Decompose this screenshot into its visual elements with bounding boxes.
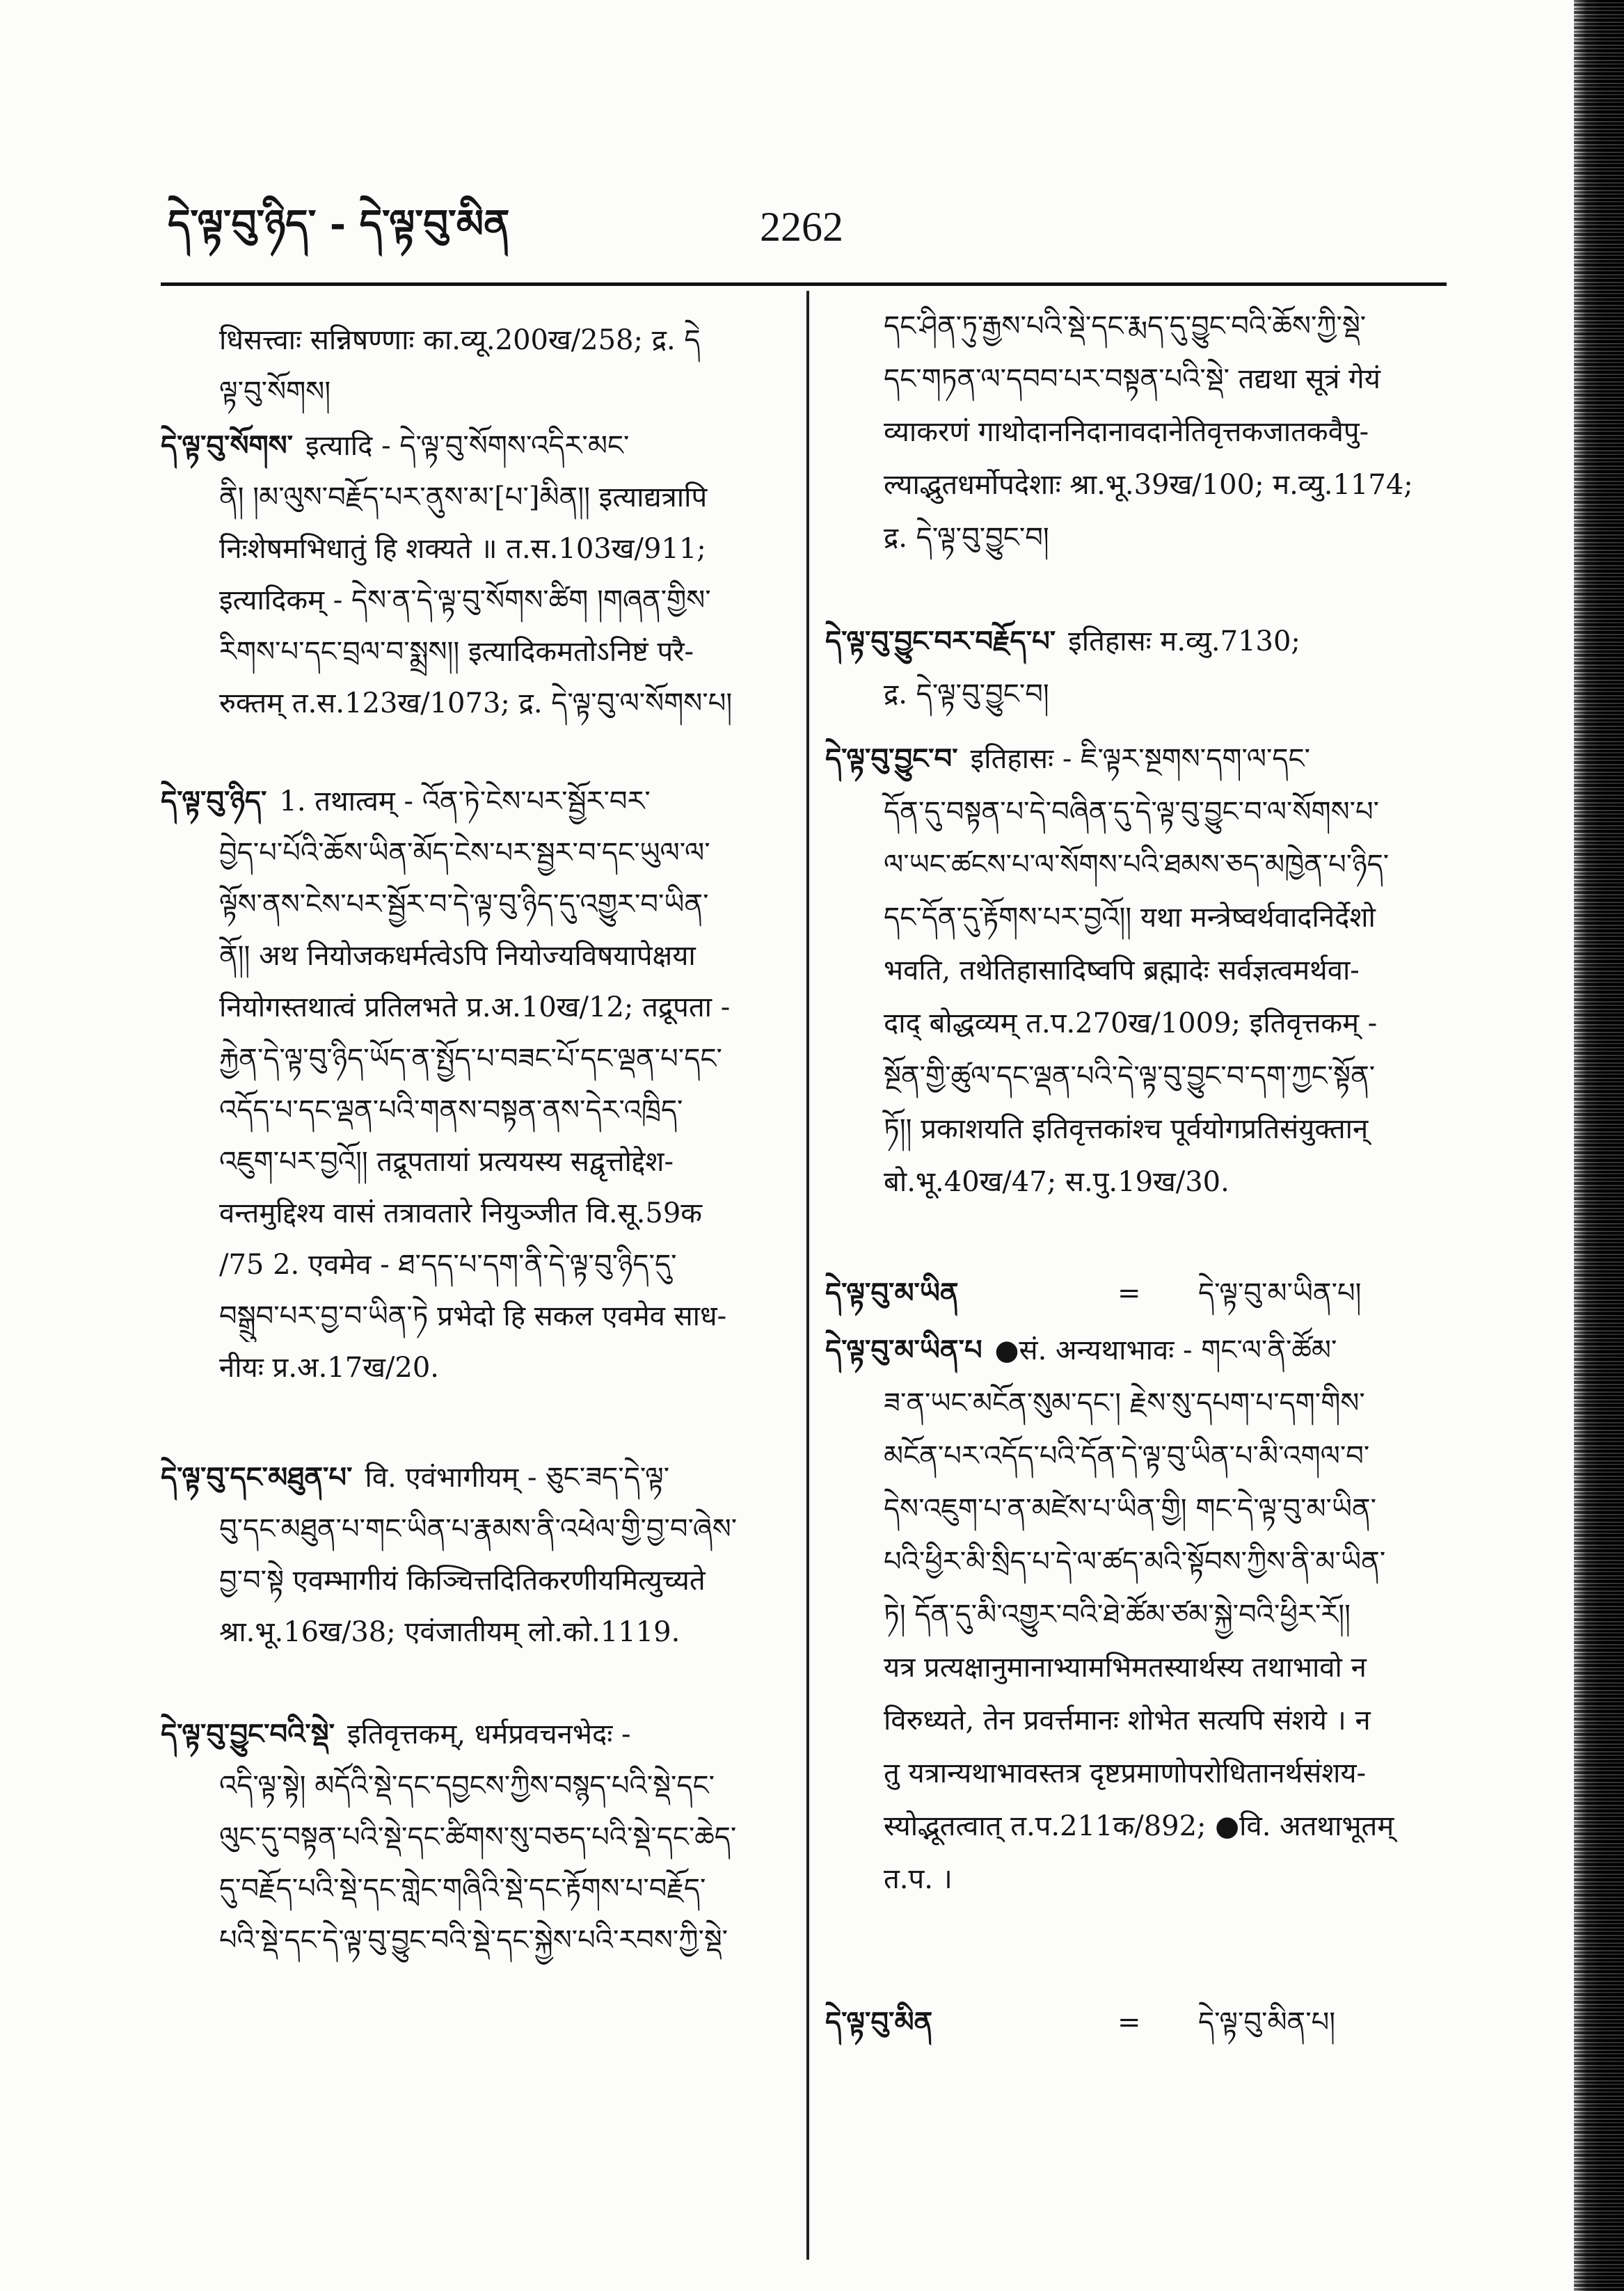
cross-reference-target: དེ་ལྟ་བུ་མིན་པ། [1198,2006,1336,2038]
entry-line: वन्तमुद्दिश्य वासं तत्रावतारे नियुञ्जीत वि.सू.59क [219,1197,702,1229]
entry-text: ●सं. अन्यथाभावः - གང་ལ་ནི་ཚོམ་ [994,1334,1337,1366]
entry-line: दाद् बोद्धव्यम् त.प.270ख/1009; इतिवृत्तकम् - [884,1007,1378,1039]
entry-line [161,1709,794,1760]
entry-line [825,1996,1483,2049]
entry-line: པའི་ཕྱིར་མི་སྲིད་པ་དེ་ལ་ཚད་མའི་སྟོབས་ཀྱིས་ནི་མ་ཡིན་ [884,1546,1386,1578]
entry-line: निःशेषमभिधातुं हि शक्यते ॥ त.स.103ख/911; [219,533,706,565]
entry-line: དོན་དུ་བསྟན་པ་དེ་བཞིན་དུ་དེ་ལྟ་བུ་བྱུང་བ་ལ་སོགས་པ་ [884,796,1380,828]
dictionary-entry [825,1996,1483,2049]
entry-line [161,420,794,472]
dictionary-entry [161,1709,794,1966]
headword: དེ་ལྟ་བུ་མ་ཡིན་པ [825,1334,982,1366]
dictionary-entry [161,1452,794,1658]
entry-line: नियोगस्तथात्वं प्रतिलभते प्र.अ.10ख/12; तद्रूपता - [219,991,731,1023]
headword: དེ་ལྟ་བུ་བྱུང་བར་བརྗོད་པ་ [825,625,1056,657]
entry-line: व्याकरणं गाथोदाननिदानावदानेतिवृत्तकजातकवैपु- [884,416,1369,448]
entry-text: वि. एवंभागीयम् - ཅུང་ཟད་དེ་ལྟ་ [365,1462,670,1494]
entry-text: इतिवृत्तकम्, धर्मप्रवचनभेदः - [347,1718,631,1750]
headword: དེ་ལྟ་བུ་སོགས་ [161,429,293,462]
headword: དེ་ལྟ་བུ་ཉིད་ [161,785,267,817]
entry-line: མངོན་པར་འདོད་པའི་དོན་དེ་ལྟ་བུ་ཡིན་པ་མི་འགལ་བ་ [884,1440,1370,1472]
entry-line: धिसत्त्वाः सन्निषण्णाः का.व्यू.200ख/258; द्र. དེ [219,324,701,356]
entry-text: इतिहासः - ཇི་ལྟར་སྔགས་དག་ལ་དང་ [970,743,1310,775]
dictionary-entry [825,1267,1483,1320]
dictionary-entry [825,1324,1483,1906]
headword: དེ་ལྟ་བུ་དང་མཐུན་པ་ [161,1461,353,1494]
entry-line [161,776,794,827]
entry-line: རིགས་པ་དང་བྲལ་བ་སྨྲས།། इत्यादिकमतोऽनिष्टं परै- [219,636,694,668]
entry-line: ཏོ།། प्रकाशयति इतिवृत्तकांश्च पूर्वयोगप्रतिसंयुक्तान् [884,1113,1369,1145]
entry-line: དེས་འཇུག་པ་ན་མཛེས་པ་ཡིན་གྱི། གང་དེ་ལྟ་བུ་མ་ཡིན་ [884,1493,1377,1525]
entry-line: ཟ་ན་ཡང་མངོན་སུམ་དང་། རྗེས་སུ་དཔག་པ་དག་གིས་ [884,1387,1365,1419]
entry-line: འཇུག་པར་བྱའོ།། तद्रूपतायां प्रत्ययस्य सद्वृत्तोद्देश- [219,1146,674,1178]
entry-continuation [161,314,794,417]
entry-line [825,1267,1483,1320]
entry-line: स्योद्भूतत्वात् त.प.211क/892; ●वि. अतथाभूतम् [884,1810,1394,1842]
cross-reference-sign: = [1117,1277,1141,1309]
entry-line: དུ་བརྗོད་པའི་སྡེ་དང་གླེང་གཞིའི་སྡེ་དང་རྟོགས་པ་བརྗོད་ [219,1873,706,1905]
entry-line [825,1324,1483,1377]
entry-line: སྔོན་གྱི་ཚུལ་དང་ལྡན་པའི་དེ་ལྟ་བུ་བྱུང་བ་དག་ཀྱང་སྟོན་ [884,1060,1376,1092]
entry-line: དང་ཤིན་ཏུ་རྒྱས་པའི་སྡེ་དང་རྨད་དུ་བྱུང་བའི་ཆོས་ཀྱི་སྡེ་ [884,310,1367,342]
running-head-title: དེ་ལྟ་བུ་ཉིད་ - དེ་ལྟ་བུ་མིན [168,201,510,247]
cross-reference-sign: = [1117,2006,1141,2038]
header-rule [161,282,1447,286]
entry-line: द्र. དེ་ལྟ་བུ་བྱུང་བ། [884,522,1049,554]
entry-line: རྐྱེན་དེ་ལྟ་བུ་ཉིད་ཡོད་ན་སྤྱོད་པ་བཟང་པོ་དང་ལྡན་པ་དང་ [219,1043,722,1075]
entry-line: ल्याद्भुतधर्मोपदेशाः श्रा.भू.39ख/100; म.व्यु.1174; [884,469,1413,501]
entry-line [825,615,1483,668]
right-column [825,300,1483,2049]
entry-line: तु यत्रान्यथाभावस्तत्र दृष्टप्रमाणोपरोधितानर्थसंशय- [884,1757,1367,1789]
entry-line: ནོ།། अथ नियोजकधर्मत्वेऽपि नियोज्यविषयापेक्षया [219,940,696,972]
entry-line: नीयः प्र.अ.17ख/20. [219,1352,440,1384]
entry-line: भवति, तथेतिहासादिष्वपि ब्रह्मादेः सर्वज्ञत्वमर्थवा- [884,955,1360,987]
entry-line: དང་གཏན་ལ་དབབ་པར་བསྟན་པའི་སྡེ་ तद्यथा सूत्रं गेयं [884,363,1380,395]
entry-line: བུ་དང་མཐུན་པ་གང་ཡིན་པ་རྣམས་ནི་འཕེལ་གྱི་བྱ་བ་ཞེས་ [219,1513,738,1545]
entry-line: ལྟོས་ནས་ངེས་པར་སྦྱོར་བ་དེ་ལྟ་བུ་ཉིད་དུ་འགྱུར་བ་ཡིན་ [219,888,709,920]
entry-line: ལྟ་བུ་སོགས། [219,376,331,408]
dictionary-entry [161,776,794,1394]
headword: དེ་ལྟ་བུ་མིན [825,2006,933,2038]
entry-line: དང་དོན་དུ་རྟོགས་པར་བྱའོ།། यथा मन्त्रेष्वर्थवादनिर्देशो [884,902,1376,934]
entry-line: བྱ་བ་སྟེ एवम्भागीयं किञ्चित्तदितिकरणीयमित्युच्यते [219,1565,706,1597]
entry-line: ལ་ཡང་ཚངས་པ་ལ་སོགས་པའི་ཐམས་ཅད་མཁྱེན་པ་ཉིད་ [884,849,1390,881]
dictionary-entry [825,615,1483,721]
scan-border-edge [1574,0,1624,2291]
entry-line: /75 2. एवमेव - ཐ་དད་པ་དག་ནི་དེ་ལྟ་བུ་ཉིད་དུ་ [219,1249,677,1281]
entry-line: विरुध्यते, तेन प्रवर्त्तमानः शोभेत सत्यपि संशये । न [884,1705,1371,1737]
entry-line: ནི། །མ་ལུས་བརྗོད་པར་ནུས་མ་[པ་]མིན།། इत्याद्यत्रापि [219,481,708,513]
entry-line [825,733,1483,785]
entry-line: བྱེད་པ་པོའི་ཆོས་ཡིན་མོད་ངེས་པར་སྦྱར་བ་དང་ཡུལ་ལ་ [219,837,710,869]
entry-line: द्र. དེ་ལྟ་བུ་བྱུང་བ། [884,678,1049,710]
entry-line: འདོད་པ་དང་ལྡན་པའི་གནས་བསྟན་ནས་དེར་འཁྲིད་ [219,1094,683,1126]
entry-line: བསྒྲུབ་པར་བྱ་བ་ཡིན་ཏེ प्रभेदो हि सकल एवमेव साध- [219,1300,727,1332]
entry-line: श्रा.भू.16ख/38; एवंजातीयम् लो.को.1119. [219,1616,680,1648]
entry-line: འདི་ལྟ་སྟེ། མདོའི་སྡེ་དང་དབྱངས་ཀྱིས་བསྙད་པའི་སྡེ་དང་ [219,1770,715,1802]
entry-text: इतिहासः म.व्यु.7130; [1068,625,1300,657]
dictionary-entry [825,733,1483,1208]
left-column [161,314,794,1966]
entry-line: बो.भू.40ख/47; स.पु.19ख/30. [884,1166,1229,1198]
column-divider [806,291,809,2260]
headword: དེ་ལྟ་བུ་བྱུང་བའི་སྡེ་ [161,1718,335,1750]
entry-line: यत्र प्रत्यक्षानुमानाभ्यामभिमतस्यार्थस्य तथाभावो न [884,1652,1367,1684]
entry-line: रुक्तम् त.स.123ख/1073; द्र. དེ་ལྟ་བུ་ལ་སོགས་པ། [219,687,733,719]
dictionary-entry [161,420,794,729]
entry-text: इत्यादि - དེ་ལྟ་བུ་སོགས་འདིར་མང་ [305,430,630,462]
entry-text: 1. तथात्वम् - འོན་ཏེ་ངེས་པར་སྦྱོར་བར་ [279,785,651,817]
entry-line: इत्यादिकम् - དེས་ན་དེ་ལྟ་བུ་སོགས་ཚིག །གཞན་གྱིས་ [219,584,711,616]
entry-line: त.प. । [884,1863,953,1895]
headword: དེ་ལྟ་བུ་བྱུང་བ་ [825,742,958,775]
headword: དེ་ལྟ་བུ་མ་ཡིན [825,1277,959,1309]
page-number: 2262 [760,204,843,250]
entry-line: ལུང་དུ་བསྟན་པའི་སྡེ་དང་ཚིགས་སུ་བཅད་པའི་སྡེ་དང་ཆེད་ [219,1821,737,1853]
cross-reference-target: དེ་ལྟ་བུ་མ་ཡིན་པ། [1198,1277,1362,1309]
entry-line: ཏེ། དོན་དུ་མི་འགྱུར་བའི་ཐེ་ཚོམ་ཙམ་སྐྱེ་བའི་ཕྱིར་རོ།། [884,1599,1351,1631]
entry-line [161,1452,794,1503]
entry-line: པའི་སྡེ་དང་དེ་ལྟ་བུ་བྱུང་བའི་སྡེ་དང་སྐྱེས་པའི་རབས་ཀྱི་སྡེ་ [219,1924,729,1956]
entry-continuation [825,300,1483,564]
